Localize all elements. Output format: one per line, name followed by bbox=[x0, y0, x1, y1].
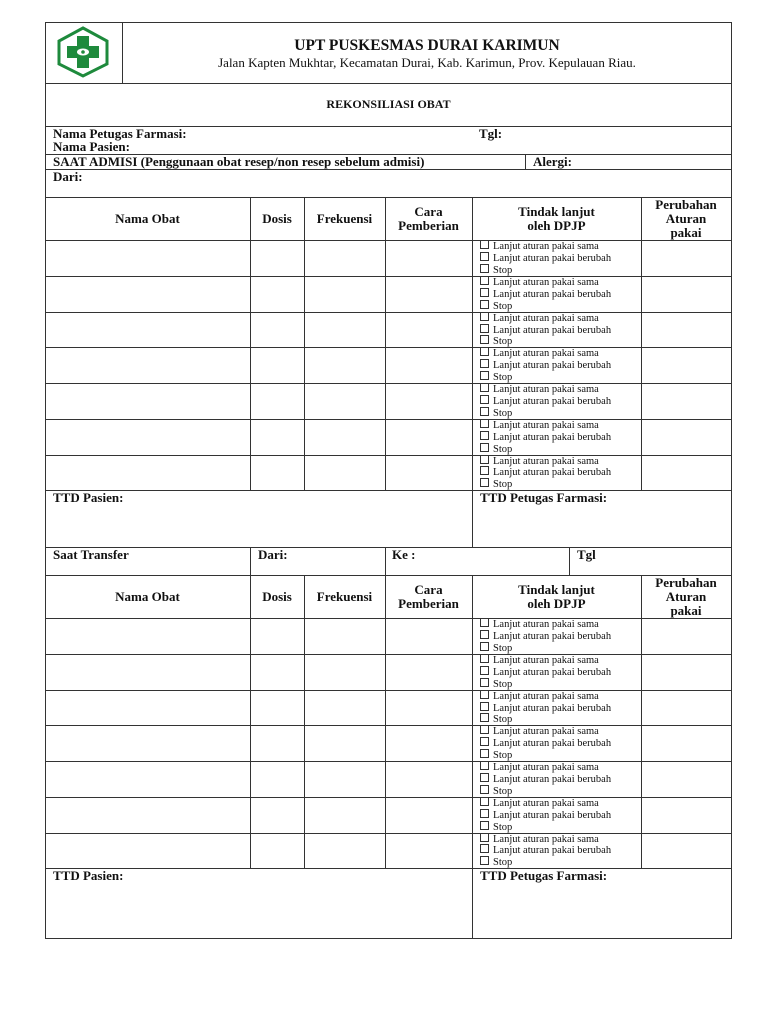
ttd-petugas-label: TTD Petugas Farmasi: bbox=[480, 490, 608, 505]
checkbox-icon[interactable] bbox=[480, 478, 489, 487]
option-lanjut-berubah[interactable]: Lanjut aturan pakai berubah bbox=[480, 666, 611, 679]
form-border-right bbox=[731, 22, 732, 939]
option-stop[interactable]: Stop bbox=[480, 443, 512, 456]
header-perubahan-aturan: Perubahan Aturan pakai bbox=[655, 575, 717, 618]
transfer-label: Saat Transfer bbox=[53, 547, 129, 562]
form-border-bottom bbox=[45, 938, 732, 939]
checkbox-icon[interactable] bbox=[480, 702, 489, 711]
option-lanjut-sama[interactable]: Lanjut aturan pakai sama bbox=[480, 240, 599, 253]
checkbox-icon[interactable] bbox=[480, 761, 489, 770]
header-frekuensi: Frekuensi bbox=[316, 589, 373, 604]
option-stop[interactable]: Stop bbox=[480, 264, 512, 277]
checkbox-icon[interactable] bbox=[480, 666, 489, 675]
header-perubahan-aturan: Perubahan Aturan pakai bbox=[655, 197, 717, 240]
checkbox-icon[interactable] bbox=[480, 725, 489, 734]
option-stop[interactable]: Stop bbox=[480, 407, 512, 420]
dari-label: Dari: bbox=[53, 169, 83, 184]
checkbox-icon[interactable] bbox=[480, 466, 489, 475]
checkbox-icon[interactable] bbox=[480, 359, 489, 368]
option-stop[interactable]: Stop bbox=[480, 785, 512, 798]
checkbox-icon[interactable] bbox=[480, 240, 489, 249]
option-lanjut-sama[interactable]: Lanjut aturan pakai sama bbox=[480, 797, 599, 810]
checkbox-icon[interactable] bbox=[480, 856, 489, 865]
checkbox-icon[interactable] bbox=[480, 371, 489, 380]
option-lanjut-berubah[interactable]: Lanjut aturan pakai berubah bbox=[480, 466, 611, 479]
option-lanjut-berubah[interactable]: Lanjut aturan pakai berubah bbox=[480, 431, 611, 444]
option-stop[interactable]: Stop bbox=[480, 749, 512, 762]
option-lanjut-berubah[interactable]: Lanjut aturan pakai berubah bbox=[480, 844, 611, 857]
ttd-petugas-label: TTD Petugas Farmasi: bbox=[480, 868, 608, 883]
checkbox-icon[interactable] bbox=[480, 713, 489, 722]
admisi-label: SAAT ADMISI (Penggunaan obat resep/non resep sebelum admisi) bbox=[53, 154, 425, 169]
transfer-ke-label: Ke : bbox=[392, 547, 416, 562]
checkbox-icon[interactable] bbox=[480, 642, 489, 651]
option-stop[interactable]: Stop bbox=[480, 642, 512, 655]
checkbox-icon[interactable] bbox=[480, 618, 489, 627]
checkbox-icon[interactable] bbox=[480, 749, 489, 758]
option-lanjut-sama[interactable]: Lanjut aturan pakai sama bbox=[480, 347, 599, 360]
checkbox-icon[interactable] bbox=[480, 737, 489, 746]
option-stop[interactable]: Stop bbox=[480, 678, 512, 691]
option-lanjut-sama[interactable]: Lanjut aturan pakai sama bbox=[480, 383, 599, 396]
checkbox-icon[interactable] bbox=[480, 773, 489, 782]
option-stop[interactable]: Stop bbox=[480, 713, 512, 726]
petugas-label: Nama Petugas Farmasi: bbox=[53, 126, 187, 141]
checkbox-icon[interactable] bbox=[480, 654, 489, 663]
checkbox-icon[interactable] bbox=[480, 395, 489, 404]
option-lanjut-berubah[interactable]: Lanjut aturan pakai berubah bbox=[480, 702, 611, 715]
checkbox-icon[interactable] bbox=[480, 809, 489, 818]
checkbox-icon[interactable] bbox=[480, 443, 489, 452]
option-lanjut-berubah[interactable]: Lanjut aturan pakai berubah bbox=[480, 324, 611, 337]
option-lanjut-berubah[interactable]: Lanjut aturan pakai berubah bbox=[480, 773, 611, 786]
checkbox-icon[interactable] bbox=[480, 431, 489, 440]
checkbox-icon[interactable] bbox=[480, 690, 489, 699]
checkbox-icon[interactable] bbox=[480, 276, 489, 285]
checkbox-icon[interactable] bbox=[480, 324, 489, 333]
option-stop[interactable]: Stop bbox=[480, 371, 512, 384]
option-lanjut-sama[interactable]: Lanjut aturan pakai sama bbox=[480, 690, 599, 703]
ttd-pasien-label: TTD Pasien: bbox=[53, 868, 124, 883]
option-lanjut-berubah[interactable]: Lanjut aturan pakai berubah bbox=[480, 252, 611, 265]
option-stop[interactable]: Stop bbox=[480, 335, 512, 348]
header-cara-pemberian: Cara Pemberian bbox=[398, 204, 459, 233]
checkbox-icon[interactable] bbox=[480, 630, 489, 639]
header-nama-obat: Nama Obat bbox=[115, 211, 180, 226]
header-tindak-lanjut: Tindak lanjut oleh DPJP bbox=[518, 204, 595, 233]
form-border-top bbox=[45, 22, 732, 23]
checkbox-icon[interactable] bbox=[480, 678, 489, 687]
header-cara-pemberian: Cara Pemberian bbox=[398, 582, 459, 611]
option-stop[interactable]: Stop bbox=[480, 300, 512, 313]
checkbox-icon[interactable] bbox=[480, 335, 489, 344]
option-lanjut-berubah[interactable]: Lanjut aturan pakai berubah bbox=[480, 809, 611, 822]
option-lanjut-sama[interactable]: Lanjut aturan pakai sama bbox=[480, 419, 599, 432]
checkbox-icon[interactable] bbox=[480, 264, 489, 273]
option-stop[interactable]: Stop bbox=[480, 478, 512, 491]
header-dosis: Dosis bbox=[262, 211, 292, 226]
option-lanjut-sama[interactable]: Lanjut aturan pakai sama bbox=[480, 276, 599, 289]
alergi-label: Alergi: bbox=[533, 154, 572, 169]
checkbox-icon[interactable] bbox=[480, 300, 489, 309]
header-dosis: Dosis bbox=[262, 589, 292, 604]
option-stop[interactable]: Stop bbox=[480, 856, 512, 869]
checkbox-icon[interactable] bbox=[480, 833, 489, 842]
option-lanjut-sama[interactable]: Lanjut aturan pakai sama bbox=[480, 725, 599, 738]
form-title: REKONSILIASI OBAT bbox=[326, 97, 451, 111]
form-border-left bbox=[45, 22, 46, 939]
checkbox-icon[interactable] bbox=[480, 785, 489, 794]
option-lanjut-berubah[interactable]: Lanjut aturan pakai berubah bbox=[480, 630, 611, 643]
clinic-name: UPT PUSKESMAS DURAI KARIMUN bbox=[294, 37, 560, 54]
checkbox-icon[interactable] bbox=[480, 455, 489, 464]
option-lanjut-sama[interactable]: Lanjut aturan pakai sama bbox=[480, 654, 599, 667]
transfer-tgl-label: Tgl bbox=[577, 547, 596, 562]
header-nama-obat: Nama Obat bbox=[115, 589, 180, 604]
option-lanjut-sama[interactable]: Lanjut aturan pakai sama bbox=[480, 618, 599, 631]
checkbox-icon[interactable] bbox=[480, 797, 489, 806]
option-stop[interactable]: Stop bbox=[480, 821, 512, 834]
option-lanjut-berubah[interactable]: Lanjut aturan pakai berubah bbox=[480, 395, 611, 408]
clinic-address: Jalan Kapten Mukhtar, Kecamatan Durai, Kab. Karimun, Prov. Kepulauan Riau. bbox=[218, 55, 636, 70]
checkbox-icon[interactable] bbox=[480, 407, 489, 416]
checkbox-icon[interactable] bbox=[480, 347, 489, 356]
option-lanjut-sama[interactable]: Lanjut aturan pakai sama bbox=[480, 312, 599, 325]
header-frekuensi: Frekuensi bbox=[316, 211, 373, 226]
checkbox-icon[interactable] bbox=[480, 821, 489, 830]
checkbox-icon[interactable] bbox=[480, 383, 489, 392]
option-lanjut-berubah[interactable]: Lanjut aturan pakai berubah bbox=[480, 737, 611, 750]
green-cross-logo-icon bbox=[55, 26, 111, 78]
checkbox-icon[interactable] bbox=[480, 312, 489, 321]
checkbox-icon[interactable] bbox=[480, 844, 489, 853]
checkbox-icon[interactable] bbox=[480, 252, 489, 261]
option-lanjut-berubah[interactable]: Lanjut aturan pakai berubah bbox=[480, 359, 611, 372]
option-lanjut-berubah[interactable]: Lanjut aturan pakai berubah bbox=[480, 288, 611, 301]
option-lanjut-sama[interactable]: Lanjut aturan pakai sama bbox=[480, 455, 599, 468]
pasien-label: Nama Pasien: bbox=[53, 139, 130, 154]
tgl-label: Tgl: bbox=[479, 126, 503, 141]
option-lanjut-sama[interactable]: Lanjut aturan pakai sama bbox=[480, 833, 599, 846]
ttd-pasien-label: TTD Pasien: bbox=[53, 490, 124, 505]
header-tindak-lanjut: Tindak lanjut oleh DPJP bbox=[518, 582, 595, 611]
checkbox-icon[interactable] bbox=[480, 288, 489, 297]
transfer-dari-label: Dari: bbox=[258, 547, 288, 562]
option-lanjut-sama[interactable]: Lanjut aturan pakai sama bbox=[480, 761, 599, 774]
checkbox-icon[interactable] bbox=[480, 419, 489, 428]
